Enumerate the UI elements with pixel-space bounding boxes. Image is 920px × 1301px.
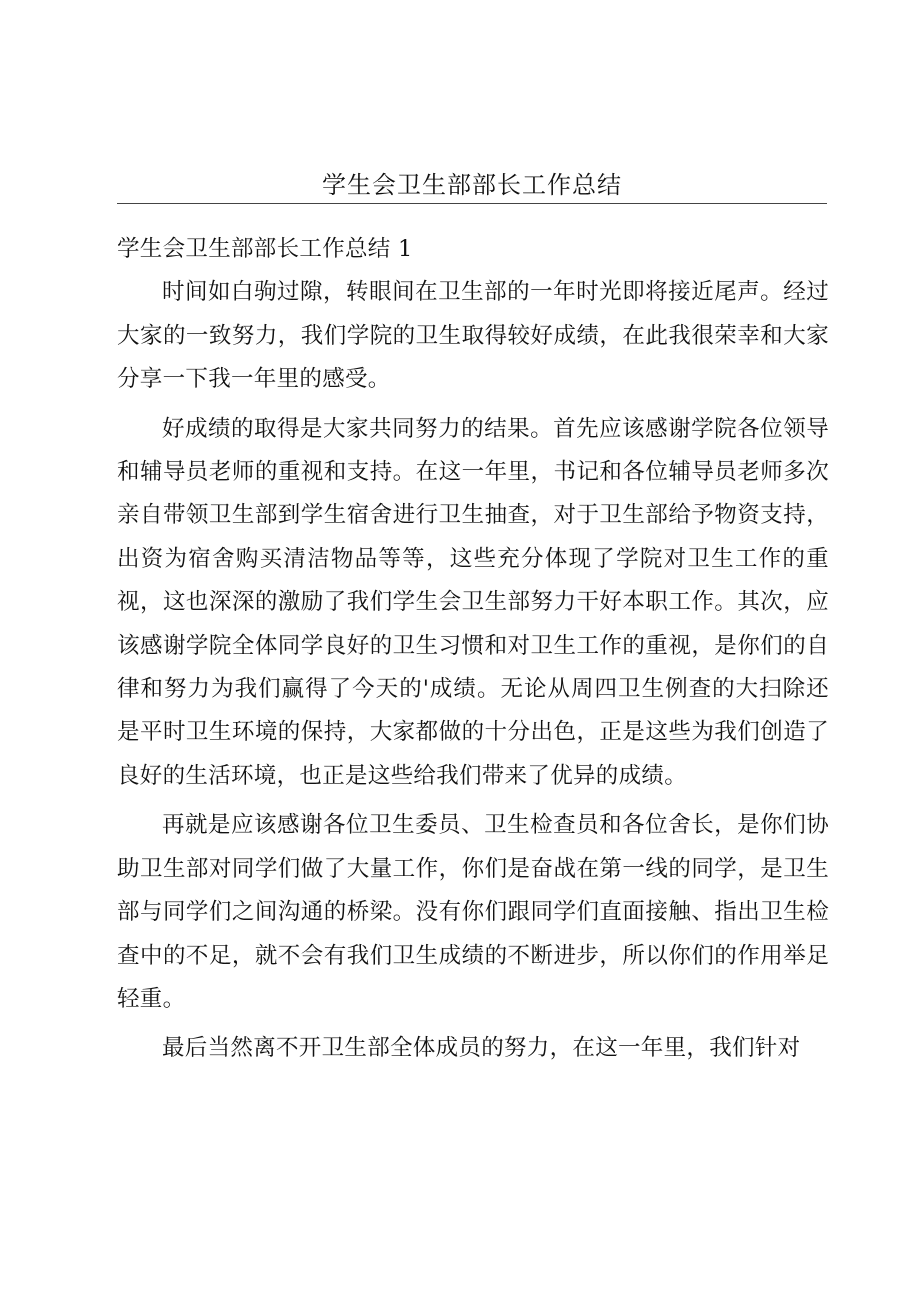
- paragraph: 最后当然离不开卫生部全体成员的努力，在这一年里，我们针对: [162, 1035, 801, 1062]
- title-divider: [117, 203, 827, 204]
- paragraph: 好成绩的取得是大家共同努力的结果。首先应该感谢学院各位领导和辅导员老师的重视和支持。在这一年里，书记和各位辅导员老师多次亲自带领卫生部到学生宿舍进行卫生抽查，对于卫生部给予物资支持，出资为宿舍购买清洁物品等等，这些充分体现了学院对卫生工作的重视，这也深深的激励了我们学生会卫生部努力干好本职工作。其次，应该感谢学院全体同学良好的卫生习惯和对卫生工作的重视，是你们的自律和努力为我们赢得了今天的'成绩。无论从周四卫生例查的大扫除还是平时卫生环境的保持，大家都做的十分出色，正是这些为我们创造了良好的生活环境，也正是这些给我们带来了优异的成绩。: [117, 415, 829, 789]
- paragraph: 时间如白驹过隙，转眼间在卫生部的一年时光即将接近尾声。经过大家的一致努力，我们学院的卫生取得较好成绩，在此我很荣幸和大家分享一下我一年里的感受。: [117, 279, 829, 393]
- paragraph: 再就是应该感谢各位卫生委员、卫生检查员和各位舍长，是你们协助卫生部对同学们做了大量工作，你们是奋战在第一线的同学，是卫生部与同学们之间沟通的桥梁。没有你们跟同学们直面接触、指出卫生检查中的不足，就不会有我们卫生成绩的不断进步，所以你们的作用举足轻重。: [117, 812, 829, 1012]
- document-body: [117, 228, 829, 1077]
- section-heading: 学生会卫生部部长工作总结 1: [117, 236, 413, 262]
- document-title: 学生会卫生部部长工作总结: [322, 171, 622, 199]
- document-header: [117, 170, 827, 200]
